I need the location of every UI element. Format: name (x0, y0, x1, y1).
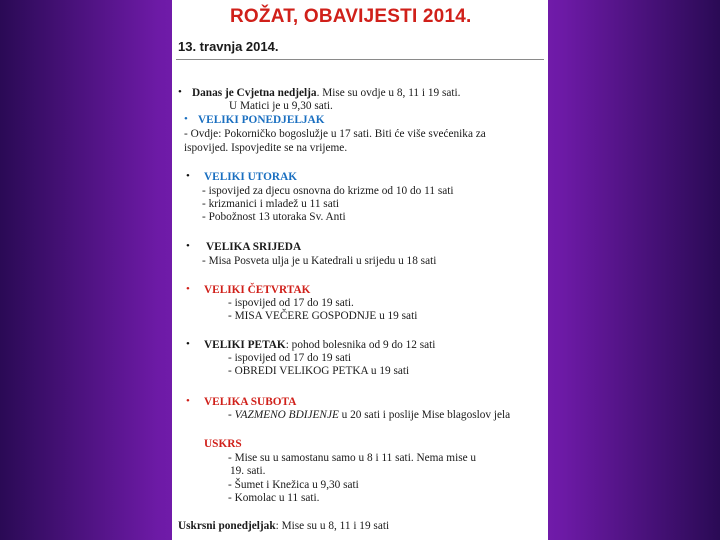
easter-heading: USKRS (204, 438, 242, 450)
wednesday-heading: VELIKA SRIJEDA (206, 241, 302, 253)
bullet: • (186, 395, 190, 407)
bullet: • (186, 170, 190, 182)
bullet: • (186, 338, 190, 350)
saturday-rest: u 20 sati i poslije Mise blagoslov jela (338, 409, 511, 421)
palm-sunday-line (192, 87, 461, 100)
date-line: 13. travnja 2014. (178, 39, 279, 54)
divider (176, 59, 544, 60)
tuesday-heading: VELIKI UTORAK (204, 171, 298, 183)
friday-line-2: - OBREDI VELIKOG PETKA u 19 sati (228, 365, 410, 377)
announcement-page (172, 0, 548, 540)
easter-monday-heading: Uskrsni ponedjeljak (178, 520, 276, 532)
friday-line (204, 339, 435, 352)
saturday-heading: VELIKA SUBOTA (204, 396, 297, 408)
friday-heading: VELIKI PETAK (204, 339, 286, 351)
easter-line-2: 19. sati. (230, 465, 266, 477)
easter-monday-line (178, 520, 389, 533)
thursday-line-2: - MISA VEČERE GOSPODNJE u 19 sati (228, 310, 418, 322)
friday-text: : pohod bolesnika od 9 do 12 sati (285, 339, 436, 351)
bullet: • (186, 283, 190, 295)
bullet: • (178, 86, 182, 98)
tuesday-line-2: - krizmanici i mladež u 11 sati (202, 198, 339, 210)
friday-line-1: - ispovijed od 17 do 19 sati (228, 352, 352, 364)
easter-line-3: - Šumet i Knežica u 9,30 sati (228, 479, 359, 491)
thursday-line-1: - ispovijed od 17 do 19 sati. (228, 297, 354, 309)
saturday-line-1 (228, 409, 510, 422)
easter-line-1: - Mise su u samostanu samo u 8 i 11 sati. Nema mise u (228, 452, 477, 464)
monday-line-1: - Ovdje: Pokorničko bogoslužje u 17 sati. Biti će više svećenika za (184, 128, 486, 140)
bullet: • (186, 240, 190, 252)
tuesday-line-3: - Pobožnost 13 utoraka Sv. Anti (202, 211, 346, 223)
wednesday-line-1: - Misa Posveta ulja je u Katedrali u srijedu u 18 sati (202, 255, 437, 267)
bullet: • (184, 113, 188, 125)
thursday-heading: VELIKI ČETVRTAK (204, 284, 311, 296)
monday-line-2: ispovijed. Ispovjedite se na vrijeme. (184, 142, 348, 154)
saturday-prefix: - (228, 409, 235, 421)
monday-heading: VELIKI PONEDJELJAK (198, 114, 325, 126)
easter-line-4: - Komolac u 11 sati. (228, 492, 320, 504)
tuesday-line-1: - ispovijed za djecu osnovna do krizme od 10 do 11 sati (202, 185, 454, 197)
easter-vigil-label: VAZMENO BDIJENJE (234, 409, 339, 421)
palm-sunday-line-2: U Matici je u 9,30 sati. (229, 100, 333, 112)
easter-monday-text: : Mise su u 8, 11 i 19 sati (275, 520, 390, 532)
page-title: ROŽAT, OBAVIJESTI 2014. (230, 6, 472, 27)
palm-sunday-heading: Danas je Cvjetna nedjelja (192, 87, 317, 99)
palm-sunday-text: . Mise su ovdje u 8, 11 i 19 sati. (316, 87, 461, 99)
